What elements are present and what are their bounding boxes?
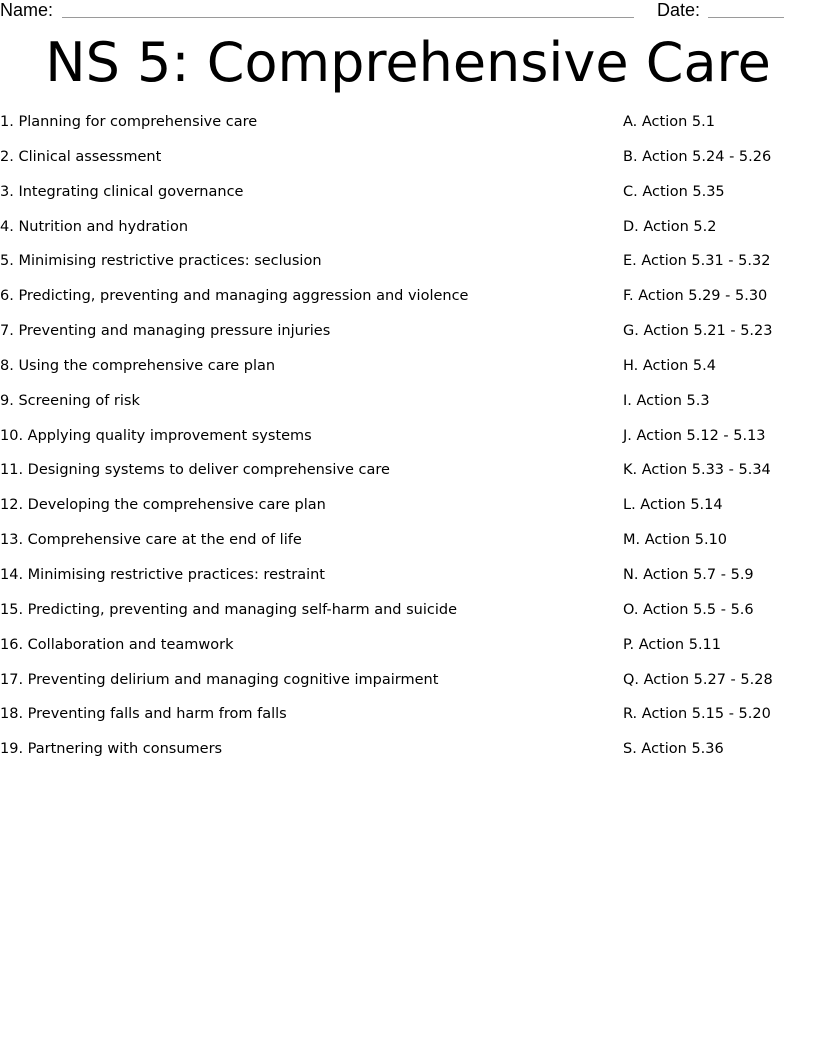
term-text: 3. Integrating clinical governance — [0, 183, 244, 200]
list-item — [0, 600, 816, 635]
term-text: 11. Designing systems to deliver comprehensive care — [0, 462, 390, 479]
match-option-text: L. Action 5.14 — [623, 497, 723, 514]
list-item — [0, 112, 816, 147]
term-text: 9. Screening of risk — [0, 392, 140, 409]
term-text: 19. Partnering with consumers — [0, 741, 223, 758]
term-text: 4. Nutrition and hydration — [0, 218, 189, 235]
match-option-text: S. Action 5.36 — [623, 741, 724, 758]
match-option-text: B. Action 5.24 - 5.26 — [623, 148, 772, 165]
list-item — [0, 286, 816, 321]
term-text: 1. Planning for comprehensive care — [0, 114, 258, 130]
date-field-line — [708, 17, 784, 18]
list-item — [0, 635, 816, 670]
term-text: 10. Applying quality improvement systems — [0, 427, 312, 444]
list-item — [0, 182, 816, 217]
list-item — [0, 356, 816, 391]
term-text: 13. Comprehensive care at the end of life — [0, 532, 302, 549]
list-item — [0, 565, 816, 600]
match-option-text: C. Action 5.35 — [623, 183, 725, 200]
term-text: 17. Preventing delirium and managing cognitive impairment — [0, 671, 439, 688]
list-item — [0, 670, 816, 705]
term-text: 14. Minimising restrictive practices: restraint — [0, 566, 325, 583]
date-label: Date: — [657, 0, 701, 20]
list-item — [0, 739, 816, 774]
list-item — [0, 495, 816, 530]
list-item — [0, 530, 816, 565]
match-option-text: D. Action 5.2 — [623, 218, 717, 235]
list-item — [0, 391, 816, 426]
match-option-text: J. Action 5.12 - 5.13 — [623, 427, 766, 444]
worksheet-header — [0, 0, 816, 22]
name-label: Name: — [0, 0, 54, 20]
match-option-text: K. Action 5.33 - 5.34 — [623, 462, 771, 479]
match-option-text: E. Action 5.31 - 5.32 — [623, 253, 771, 270]
matching-list — [0, 112, 816, 774]
term-text: 5. Minimising restrictive practices: seclusion — [0, 253, 322, 270]
list-item — [0, 426, 816, 461]
match-option-text: N. Action 5.7 - 5.9 — [623, 566, 754, 583]
list-item — [0, 217, 816, 252]
list-item — [0, 147, 816, 182]
match-option-text: R. Action 5.15 - 5.20 — [623, 706, 771, 723]
list-item — [0, 460, 816, 495]
match-option-text: A. Action 5.1 — [623, 114, 715, 130]
list-item — [0, 321, 816, 356]
name-field-line — [62, 17, 634, 18]
match-option-text: G. Action 5.21 - 5.23 — [623, 323, 773, 340]
term-text: 15. Predicting, preventing and managing self-harm and suicide — [0, 601, 457, 618]
term-text: 16. Collaboration and teamwork — [0, 636, 234, 653]
term-text: 7. Preventing and managing pressure injuries — [0, 323, 331, 340]
term-text: 18. Preventing falls and harm from falls — [0, 706, 287, 723]
list-item — [0, 704, 816, 739]
match-option-text: M. Action 5.10 — [623, 532, 728, 549]
term-text: 8. Using the comprehensive care plan — [0, 357, 276, 374]
match-option-text: H. Action 5.4 — [623, 357, 716, 374]
term-text: 2. Clinical assessment — [0, 148, 162, 165]
list-item — [0, 251, 816, 286]
match-option-text: P. Action 5.11 — [623, 636, 722, 653]
page-title: NS 5: Comprehensive Care — [45, 31, 771, 94]
match-option-text: F. Action 5.29 - 5.30 — [623, 288, 768, 305]
term-text: 6. Predicting, preventing and managing aggression and violence — [0, 288, 469, 305]
match-option-text: I. Action 5.3 — [623, 392, 710, 409]
match-option-text: O. Action 5.5 - 5.6 — [623, 601, 754, 618]
match-option-text: Q. Action 5.27 - 5.28 — [623, 671, 773, 688]
term-text: 12. Developing the comprehensive care plan — [0, 497, 326, 514]
